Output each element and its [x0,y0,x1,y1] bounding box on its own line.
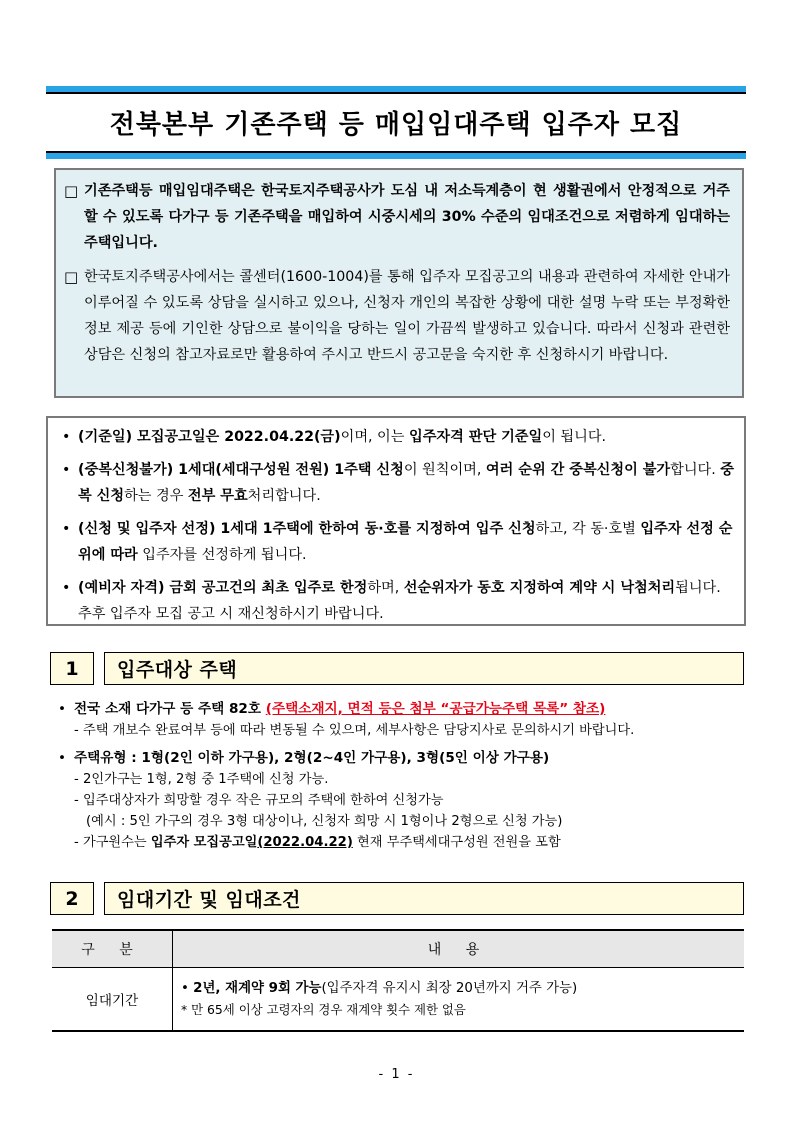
section-1-heading [50,652,744,685]
square-bullet-icon: □ [64,268,79,286]
list-item: • 전국 소재 다가구 등 주택 82호 (주택소재지, 면적 등은 첨부 “공급가능주택 목록” 참조) [58,698,748,720]
bullet-icon: • [62,580,71,596]
table-header-content: 내 용 [173,930,745,968]
list-subitem: - 가구원수는 입주자 모집공고일(2022.04.22) 현재 무주택세대구성원 전원을 포함 [74,835,561,850]
table-note: * 만 65세 이상 고령자의 경우 재계약 횟수 제한 없음 [181,1002,466,1017]
notice-item-no-duplicate: • (중복신청불가) 1세대(세대구성원 전원) 1주택 신청이 원칙이며, 여러 순위 간 중복신청이 불가합니다. 중복 신청하는 경우 전부 무효처리합니다. [62,457,734,509]
intro-paragraph-1 [64,178,730,256]
notice-item-reserve: • (예비자 자격) 금회 공고건의 최초 입주로 한정하며, 선순위자가 동호 지정하여 계약 시 낙첨처리됩니다. 추후 입주자 모집 공고 시 재신청하시기 바랍니다. [62,575,734,627]
intro-box [54,168,744,398]
section-number: 1 [50,652,94,685]
bullet-icon: • [62,462,71,478]
bullet-icon: • [62,521,71,537]
intro-text-1: 기존주택등 매입임대주택은 한국토지주택공사가 도심 내 저소득계층이 현 생활권에서 안정적으로 거주할 수 있도록 다가구 등 기존주택을 매입하여 시중시세의 30% 수준의 임대조건으로 저렴하게 임대하는 주택입니다. [84,183,730,251]
list-subitem: - 입주대상자가 희망할 경우 작은 규모의 주택에 한하여 신청가능 [74,793,444,808]
bullet-icon: • [58,750,67,766]
table-header-row [52,930,744,968]
bullet-icon: • [62,429,71,445]
table-cell-label: 임대기간 [52,968,173,1032]
document-title: 전북본부 기존주택 등 매입임대주택 입주자 모집 [46,92,746,153]
notice-item-base-date: • (기준일) 모집공고일은 2022.04.22(금)이며, 이는 입주자격 판단 기준일이 됩니다. [62,424,734,450]
list-item: • 주택유형 : 1형(2인 이하 가구용), 2형(2~4인 가구용), 3형(5인 이상 가구용) [58,747,748,769]
section-title: 임대기간 및 임대조건 [104,882,744,915]
page-number: - 1 - [378,1067,415,1082]
attachment-reference: (주택소재지, 면적 등은 첨부 “공급가능주택 목록” 참조) [265,701,606,717]
table-header-category: 구 분 [52,930,173,968]
list-subitem-example: (예시 : 5인 가구의 경우 3형 대상이나, 신청자 희망 시 1형이나 2형으로 신청 가능) [86,814,563,829]
list-subitem: - 2인가구는 1형, 2형 중 1주택에 신청 가능. [74,772,329,787]
bullet-icon: • [58,701,67,717]
intro-paragraph-2 [64,264,730,368]
notice-item-selection: • (신청 및 입주자 선정) 1세대 1주택에 한하여 동·호를 지정하여 입주 신청하고, 각 동·호별 입주자 선정 순위에 따라 입주자를 선정하게 됩니다. [62,516,734,568]
title-bottom-rule [46,153,746,159]
bullet-icon: • [181,981,189,996]
table-cell-content: • 2년, 재계약 9회 가능(입주자격 유지시 최장 20년까지 거주 가능) * 만 65세 이상 고령자의 경우 재계약 횟수 제한 없음 [173,968,745,1032]
list-subitem: - 주택 개보수 완료여부 등에 따라 변동될 수 있으며, 세부사항은 담당지사로 문의하시기 바랍니다. [74,723,635,738]
section-2-heading [50,882,744,915]
intro-text-2: 한국토지주택공사에서는 콜센터(1600-1004)를 통해 입주자 모집공고의 내용과 관련하여 자세한 안내가 이루어질 수 있도록 상담을 실시하고 있으나, 신청자 개인의 복잡한 상황에 대한 설명 누락 또는 부정확한 정보 제공 등에 기인한 상담으로 불이익을 당하는 일이 가끔씩 발생하고 있습니다. 따라서 신청과 관련한 상담은 신청의 참고자료로만 활용하여 주시고 반드시 공고문을 숙지한 후 신청하시기 바랍니다. [84,269,730,363]
square-bullet-icon: □ [64,182,79,200]
table-row [52,968,744,1032]
notice-box [46,416,746,626]
document-title-block [46,86,746,159]
section-title: 입주대상 주택 [104,652,744,685]
section-number: 2 [50,882,94,915]
lease-conditions-table [52,929,744,1032]
section-1-content [58,698,748,853]
